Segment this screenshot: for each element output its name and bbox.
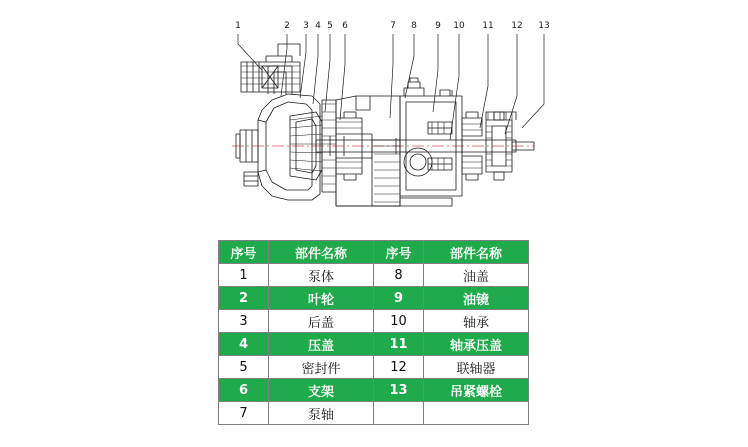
cell-no: 3: [219, 310, 269, 333]
cell-name: 叶轮: [269, 287, 374, 310]
table-row: [219, 356, 529, 379]
callout-12: 12: [511, 21, 523, 31]
callout-8: 8: [411, 21, 417, 31]
cell-name: 吊紧螺栓: [424, 379, 529, 402]
cell-name: 油镜: [424, 287, 529, 310]
cell-no: 10: [374, 310, 424, 333]
cell-name: 轴承压盖: [424, 333, 529, 356]
cell-no: 11: [374, 333, 424, 356]
cell-no: 6: [219, 379, 269, 402]
cell-no: 4: [219, 333, 269, 356]
callout-4: 4: [315, 21, 321, 31]
callout-7: 7: [390, 21, 396, 31]
header-left-no: 序号: [219, 241, 269, 264]
header-right-name: 部件名称: [424, 241, 529, 264]
table-row: [219, 333, 529, 356]
cell-no: 1: [219, 264, 269, 287]
header-left-name: 部件名称: [269, 241, 374, 264]
table-row: [219, 264, 529, 287]
cell-name: 泵轴: [269, 402, 374, 425]
cell-name: 密封件: [269, 356, 374, 379]
cell-no: 2: [219, 287, 269, 310]
callout-10: 10: [453, 21, 465, 31]
cell-no: 13: [374, 379, 424, 402]
cell-name-empty: [424, 402, 529, 425]
callout-9: 9: [435, 21, 441, 31]
table-row: [219, 287, 529, 310]
callout-1: 1: [235, 21, 241, 31]
cell-no-empty: [374, 402, 424, 425]
cell-name: 支架: [269, 379, 374, 402]
callout-5: 5: [327, 21, 333, 31]
parts-list-table: [218, 240, 529, 425]
cell-no: 7: [219, 402, 269, 425]
callout-2: 2: [284, 21, 290, 31]
cell-no: 9: [374, 287, 424, 310]
cell-no: 8: [374, 264, 424, 287]
cell-no: 5: [219, 356, 269, 379]
callout-11: 11: [482, 21, 494, 31]
callout-13: 13: [538, 21, 550, 31]
callout-3: 3: [303, 21, 309, 31]
cell-name: 油盖: [424, 264, 529, 287]
cell-name: 泵体: [269, 264, 374, 287]
cell-name: 联轴器: [424, 356, 529, 379]
table-header-row: [219, 241, 529, 264]
cell-no: 12: [374, 356, 424, 379]
table-row: [219, 402, 529, 425]
cell-name: 压盖: [269, 333, 374, 356]
table-row: [219, 310, 529, 333]
header-right-no: 序号: [374, 241, 424, 264]
cell-name: 后盖: [269, 310, 374, 333]
callout-6: 6: [342, 21, 348, 31]
cell-name: 轴承: [424, 310, 529, 333]
table-row: [219, 379, 529, 402]
